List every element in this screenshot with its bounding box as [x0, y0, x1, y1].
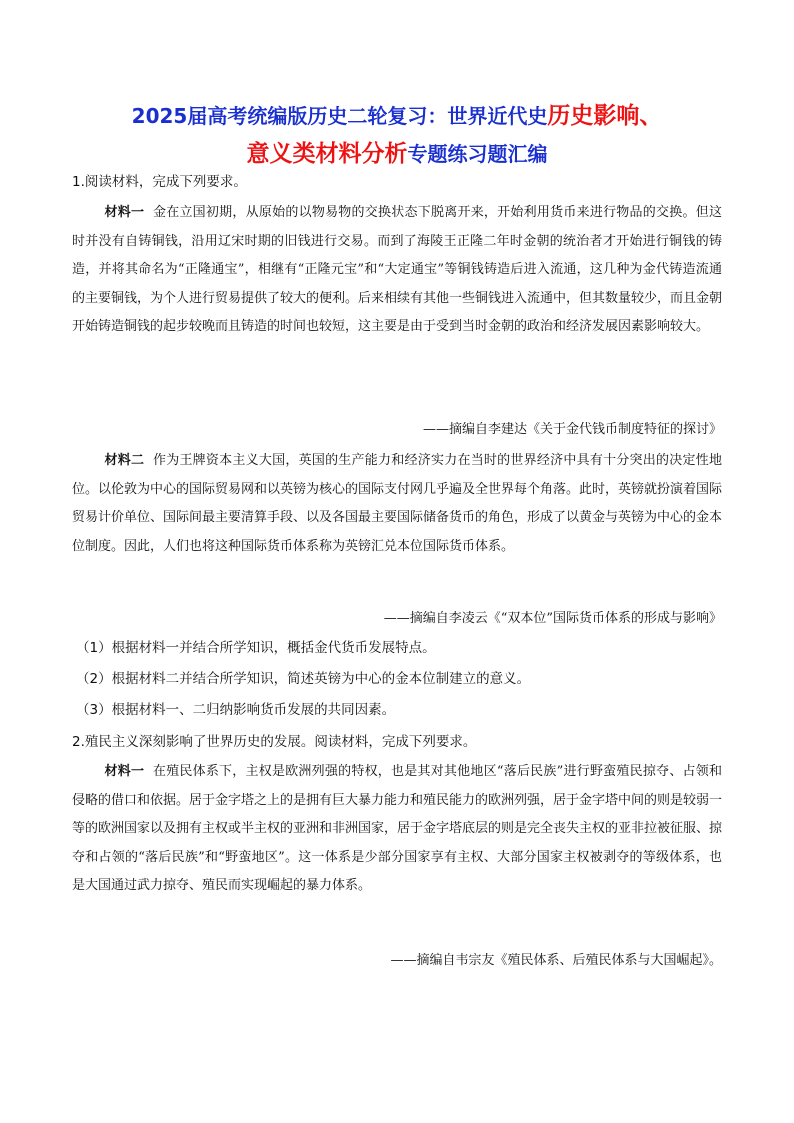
q1-material-1-label: 材料一	[104, 205, 145, 220]
q1-material-2-source: ——摘编自李凌云《“双本位”国际货币体系的形成与影响》	[383, 611, 722, 626]
title-blue-part-1: 2025届高考统编版历史二轮复习：世界近代史	[131, 104, 548, 128]
question-1-stem: 1.阅读材料，完成下列要求。	[72, 174, 247, 190]
title-blue-part-2: 专题练习题汇编	[407, 142, 548, 166]
q2-material-1-text: 在殖民体系下，主权是欧洲列强的特权，也是其对其他地区“落后民族”进行野蛮殖民掠夺、占领和侵略的借口和依据。居于金字塔之上的是拥有巨大暴力能力和殖民能力的欧洲列强，居于金字塔中间的则是较弱一等的欧洲国家以及拥有主权或半主权的亚洲和非洲国家，居于金字塔底层的则是完全丧失主权的亚非拉被征服、掠夺和占领的“落后民族”和“野蛮地区”。这一体系是少部分国家享有主权、大部分国家主权被剥夺的等级体系，也是大国通过武力掠夺、殖民而实现崛起的暴力体系。	[72, 764, 723, 894]
document-title-line-2	[60, 139, 734, 169]
q1-material-2-text: 作为王牌资本主义大国，英国的生产能力和经济实力在当时的世界经济中具有十分突出的决定性地位。以伦敦为中心的国际贸易网和以英镑为核心的国际支付网几乎遍及全世界每个角落。此时，英镑就扮演着国际贸易计价单位、国际间最主要清算手段、以及各国最主要国际储备货币的角色，形成了以黄金与英镑为中心的金本位制度。因此，人们也将这种国际货币体系称为英镑汇兑本位国际货币体系。	[72, 453, 723, 554]
q1-material-1	[72, 199, 722, 342]
q1-subquestion-1: （1）根据材料一并结合所学知识，概括金代货币发展特点。	[76, 640, 436, 656]
q1-subquestion-3: （3）根据材料一、二归纳影响货币发展的共同因素。	[76, 702, 396, 718]
question-2-stem: 2.殖民主义深刻影响了世界历史的发展。阅读材料，完成下列要求。	[72, 734, 477, 750]
q2-material-1-label: 材料一	[104, 764, 145, 779]
q1-subquestion-2: （2）根据材料二并结合所学知识，简述英镑为中心的金本位制建立的意义。	[76, 671, 531, 687]
q2-material-1-source: ——摘编自韦宗友《殖民体系、后殖民体系与大国崛起》。	[390, 953, 722, 968]
q2-material-1	[72, 758, 722, 901]
q1-material-1-text: 金在立国初期，从原始的以物易物的交换状态下脱离开来，开始利用货币来进行物品的交换。但这时并没有自铸铜钱，沿用辽宋时期的旧钱进行交易。而到了海陵王正隆二年时金朝的统治者才开始进行铜钱的铸造，并将其命名为“正隆通宝”，相继有“正隆元宝”和“大定通宝”等铜钱铸造后进入流通，这几种为金代铸造流通的主要铜钱，为个人进行贸易提供了较大的便利。后来相续有其他一些铜钱进入流通中，但其数量较少，而且金朝开始铸造铜钱的起步较晚而且铸造的时间也较短，这主要是由于受到当时金朝的政治和经济发展因素影响较大。	[72, 205, 723, 335]
title-red-part-2: 意义类材料分析	[246, 141, 408, 167]
document-title-line-1	[60, 101, 734, 131]
q1-material-1-source: ——摘编自李建达《关于金代钱币制度特征的探讨》	[422, 422, 722, 437]
q1-material-2-label: 材料二	[104, 453, 145, 468]
title-red-part-1: 历史影响、	[547, 103, 663, 129]
q1-material-2	[72, 447, 722, 561]
